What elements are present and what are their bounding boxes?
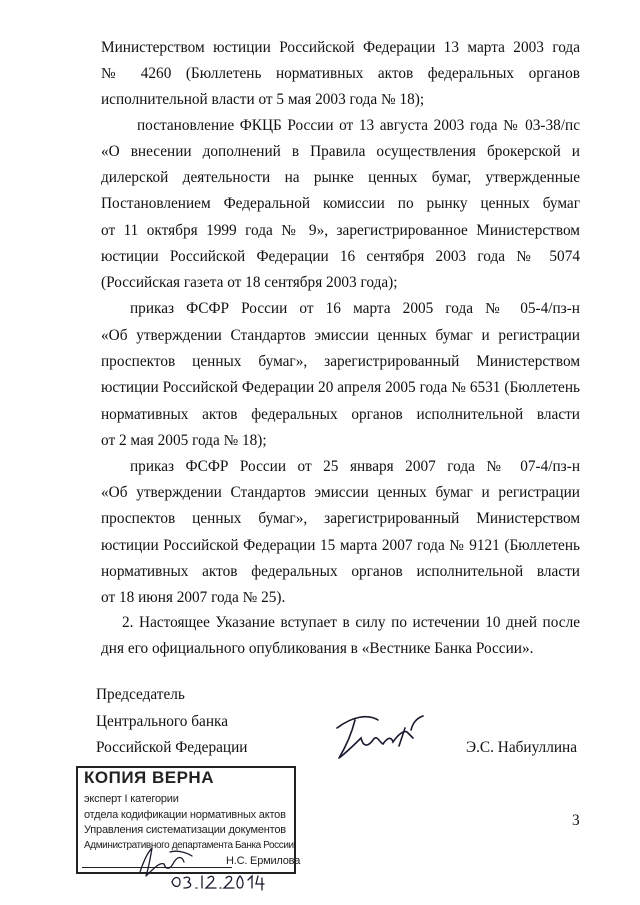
stamp-line-3: Управления систематизации документов — [84, 824, 286, 836]
body-text-line: 2. Настоящее Указание вступает в силу по истечении 10 дней после — [122, 614, 580, 631]
stamp-line-4: Административного департамента Банка России — [84, 840, 294, 851]
body-text-line: нормативных актов федеральных органов исполнительной власти — [101, 406, 580, 423]
body-text-line: «Об утверждении Стандартов эмиссии ценных бумаг и регистрации — [101, 327, 580, 344]
body-text-line: проспектов ценных бумаг», зарегистрированный Министерством — [101, 510, 580, 527]
body-text-line: постановление ФКЦБ России от 13 августа 2003 года № 03-38/пс — [137, 117, 580, 134]
signatory-name: Э.С. Набиуллина — [466, 739, 577, 756]
stamp-line-1: эксперт I категории — [84, 793, 179, 805]
body-text-line: «О внесении дополнений в Правила осуществления брокерской и — [101, 143, 580, 160]
body-text-line: дилерской деятельности на рынке ценных бумаг, утвержденные — [101, 169, 580, 186]
body-text-line: дня его официального опубликования в «Вестнике Банка России». — [101, 640, 534, 657]
body-text-line: Постановлением Федеральной комиссии по рынку ценных бумаг — [101, 195, 580, 212]
stamp-line-2: отдела кодификации нормативных актов — [84, 809, 286, 821]
page-number: 3 — [572, 812, 580, 829]
body-text-line: от 18 июня 2007 года № 25). — [101, 589, 286, 606]
signature-image — [333, 708, 433, 763]
body-text-line: проспектов ценных бумаг», зарегистрированный Министерством — [101, 353, 580, 370]
body-text-line: приказ ФСФР России от 16 марта 2005 года № 05-4/пз-н — [130, 300, 580, 317]
body-text-line: (Российская газета от 18 сентября 2003 года); — [101, 274, 398, 291]
body-text-line: юстиции Российской Федерации 16 сентября 2003 года № 5074 — [101, 248, 580, 265]
body-text-line: нормативных актов федеральных органов исполнительной власти — [101, 563, 580, 580]
signatory-title-line-3: Российской Федерации — [96, 739, 248, 756]
signatory-title-line-2: Центрального банка — [96, 713, 229, 730]
body-text-line: юстиции Российской Федерации 20 апреля 2005 года № 6531 (Бюллетень — [101, 379, 580, 396]
body-text-line: приказ ФСФР России от 25 января 2007 года № 07-4/пз-н — [130, 458, 580, 475]
handwritten-date-image — [168, 868, 268, 894]
body-text-line: «Об утверждении Стандартов эмиссии ценных бумаг и регистрации — [101, 484, 580, 501]
body-text-line: исполнительной власти от 5 мая 2003 года № 18); — [101, 91, 425, 108]
signatory-title-line-1: Председатель — [96, 686, 185, 703]
body-text-line: № 4260 (Бюллетень нормативных актов федеральных органов — [101, 65, 580, 82]
body-text-line: Министерством юстиции Российской Федерации 13 марта 2003 года — [101, 39, 580, 56]
stamp-signer: Н.С. Ермилова — [226, 855, 301, 867]
body-text-line: от 2 мая 2005 года № 18); — [101, 432, 267, 449]
body-text-line: юстиции Российской Федерации 15 марта 2007 года № 9121 (Бюллетень — [101, 537, 580, 554]
body-text-line: от 11 октября 1999 года № 9», зарегистрированное Министерством — [101, 222, 580, 239]
stamp-title: КОПИЯ ВЕРНА — [84, 768, 214, 787]
